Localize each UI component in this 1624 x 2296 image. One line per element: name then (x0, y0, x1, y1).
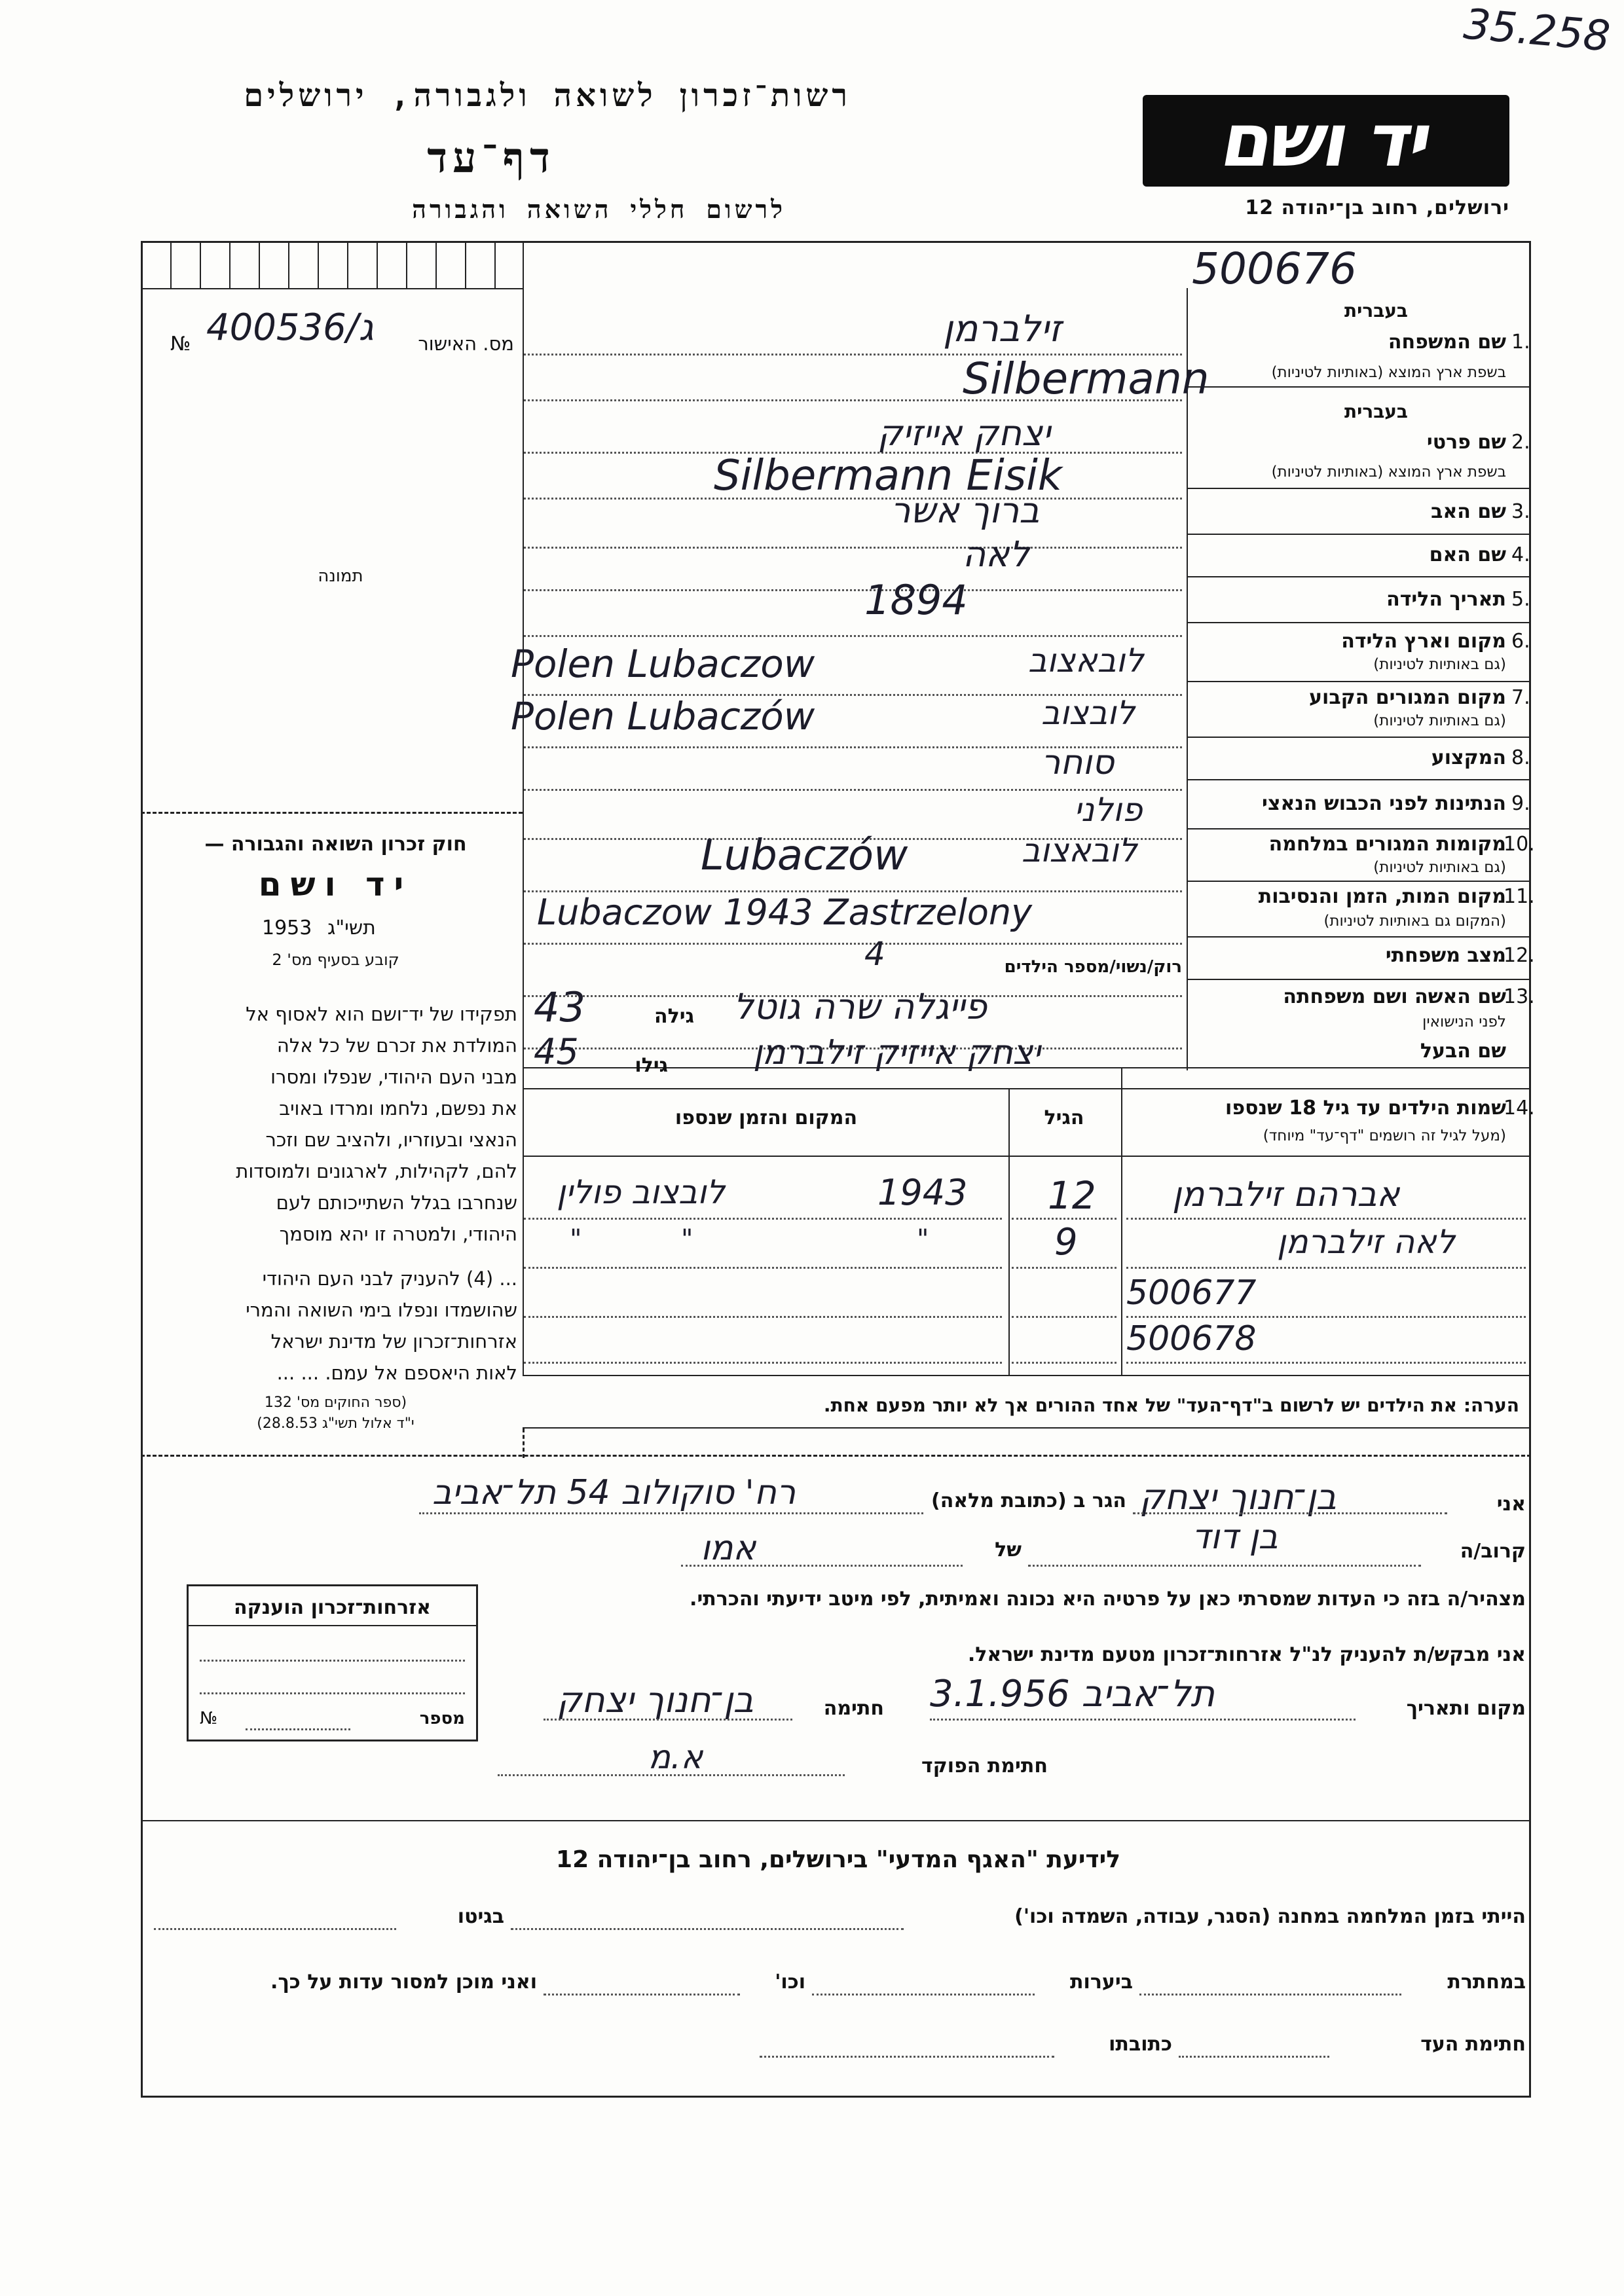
label-mother-name: שם האם (1429, 543, 1506, 566)
label-circumstances: הנתינות לפני הכבוש הנאצי (1262, 792, 1506, 815)
child-1-year: 1943 (877, 1172, 968, 1213)
bottom-hiding-label: במחתרת (1447, 1971, 1526, 1994)
form-title: דף־עד (427, 134, 555, 183)
law-body-line-6: להם, לקהילות, לארגונים ולמוסדות (236, 1160, 517, 1182)
bottom-ready-label: ואני מוכן למסור עדות על כך. (270, 1971, 537, 1994)
law-year: 1953 (262, 917, 312, 939)
child-1-place: לובצוב פולין (557, 1173, 726, 1211)
num-11: 11. (1504, 885, 1535, 908)
witness-name: בן־חנוך יצחק (1139, 1476, 1337, 1518)
law-body-line-11: אזרחות־זכרון של מדינת ישראל (270, 1330, 517, 1353)
label-marital-options: רוק/נשוי/מספר הילדים (1004, 957, 1182, 977)
label-wartime-residence-latin: (גם באותיות לטיניות) (1373, 859, 1506, 876)
father-name: ברוך אשר (891, 490, 1040, 531)
birthplace-latin: Polen Lubaczow (511, 642, 815, 686)
label-spouse: שם האשה ושם משפחתה (1283, 985, 1506, 1008)
law-body-line-3: מבני העם היהודי, שנפלו ומסרו (270, 1066, 517, 1088)
org-address: ירושלים, רחוב בן־יהודה 12 (1245, 196, 1509, 219)
request-line: אני מבקש/ת להעניק לנ"ל אזרחות־זכרון מטעם מדינת ישראל. (967, 1643, 1526, 1666)
family-name-latin: Silbermann (963, 354, 1209, 404)
law-book-date: י"ד אלול תשי"ג 28.8.53) (257, 1415, 415, 1432)
org-title: רשות־זכרון לשואה ולגבורה, ירושלים (244, 77, 851, 114)
certificate-number-label: מספר (419, 1709, 465, 1728)
occupation: סוחר (1041, 743, 1115, 782)
wife-age: 43 (534, 983, 585, 1031)
label-official-signature: חתימת הפוקד (921, 1755, 1048, 1777)
label-residence: מקום המגורים הקבוע (1309, 686, 1506, 709)
witness-address: רח' סוקולוב 54 תל־אביב (432, 1473, 796, 1512)
label-family-name-latin: בשפת ארץ המוצא (באותיות לטיניות) (1271, 364, 1506, 381)
num-9: 9. (1511, 792, 1530, 815)
photo-label: תמונה (318, 566, 363, 586)
label-children-sub: (מעל לגיל זה רושמים "דף־עד" מיוחד) (1263, 1127, 1506, 1144)
num-6: 6. (1511, 630, 1530, 653)
law-body-line-9: ... (4) להעניק לבני העם היהודי (262, 1267, 517, 1290)
law-yad-vashem: יד ושם (258, 866, 413, 903)
declaration-line: מצהיר/ה בזה כי העדות שמסרתי כאן על פרטיה היא נכונה ואמיתית, לפי מיטב ידיעתי והכרתי. (690, 1588, 1526, 1611)
label-in-hebrew: בעברית (1344, 300, 1408, 321)
bottom-heading: לידיעת "האגף המדעי" בירושלים, רחוב בן־יהודה 12 (556, 1846, 1120, 1873)
archive-ref-number: 35.258 (1462, 0, 1612, 62)
label-father-name: שם האב (1431, 500, 1506, 523)
num-5: 5. (1511, 588, 1530, 611)
children-col-age: הגיל (1044, 1106, 1084, 1129)
witness-signature: בן־חנוך יצחק (557, 1679, 754, 1721)
child-2-place: " (681, 1224, 693, 1254)
residence-hebrew: לובצוב (1041, 694, 1135, 732)
label-death-place: מקום המות, הזמן והנסיבות (1258, 885, 1506, 908)
child-record-id-2: 500678 (1126, 1319, 1257, 1358)
num-1: 1. (1511, 331, 1530, 354)
sign-place-date: תל־אביב 3.1.956 (930, 1673, 1215, 1715)
num-2: 2. (1511, 431, 1530, 454)
children-col-place: המקום והזמן שנספו (674, 1106, 858, 1129)
bottom-line-1-label: הייתי בזמן המלחמה במחנה (הסגר, עבודה, השמדה וכו') (1014, 1905, 1526, 1928)
label-family-name: שם המשפחה (1388, 331, 1506, 354)
bottom-address-label: כתובתו (1109, 2033, 1172, 2056)
label-husband-age: גילו (635, 1054, 668, 1077)
wartime-residence-hebrew: לובאצוב (1022, 831, 1137, 869)
child-record-id-1: 500677 (1126, 1273, 1257, 1313)
form-subtitle: לרשום חללי השואה והגבורה (412, 195, 786, 224)
certificate-title: אזרחות־זכרון הוענקה (233, 1596, 432, 1619)
law-section: קובע בסעיף מס' 2 (272, 951, 399, 969)
bottom-forests-label: ביערות (1070, 1971, 1133, 1994)
witness-relation: בן דוד (1192, 1518, 1278, 1557)
num-7: 7. (1511, 686, 1530, 709)
label-first-name-latin: בשפת ארץ המוצא (באותיות לטיניות) (1271, 464, 1506, 481)
residence-latin: Polen Lubaczów (511, 694, 815, 738)
label-husband: שם הבעל (1420, 1040, 1506, 1063)
label-death-place-latin: (המקום גם באותיות לטיניות) (1323, 913, 1506, 930)
label-in-hebrew-2: בעברית (1344, 401, 1408, 422)
num-10: 10. (1504, 833, 1535, 856)
law-book-ref: (ספר החוקים מס' 132 (264, 1394, 407, 1411)
label-children: שמות הילדים עד גיל 18 שנספו (1225, 1097, 1506, 1120)
record-id: 500676 (1192, 244, 1357, 294)
bottom-witness-sig-label: חתימת העד (1420, 2033, 1526, 2056)
child-2-name: לאה זילברמן (1277, 1223, 1456, 1261)
label-spouse-sub: לפני הנישואין (1422, 1013, 1506, 1030)
first-name-latin: Silbermann Eisik (714, 452, 1062, 500)
birthplace-hebrew: לובאצוב (1028, 642, 1144, 680)
circumstances: פולני (1074, 791, 1143, 829)
wife-name: פייגלה שרה גוטל (733, 986, 987, 1027)
wartime-residence-latin: Lubaczów (701, 831, 908, 880)
children-count: 4 (864, 935, 885, 973)
certificate-number-symbol: № (200, 1709, 218, 1728)
witness-relation-of: אמו (701, 1529, 756, 1568)
law-body-line-12: לאות היאספם אל עמם. ... ... (276, 1362, 517, 1384)
first-name-hebrew: יצחק אייזיק (877, 412, 1051, 454)
birth-date: 1894 (864, 576, 968, 624)
num-14: 14. (1504, 1097, 1535, 1120)
num-12: 12. (1504, 944, 1535, 967)
label-birth-date: תאריך הלידה (1386, 588, 1506, 611)
yad-vashem-logo (1143, 95, 1509, 187)
label-residing-at: הגר ב (כתובת מלאה) (931, 1489, 1126, 1512)
label-relative: קרוב/ה (1460, 1540, 1526, 1563)
mother-name: לאה (963, 534, 1030, 575)
law-body-line-10: שהושמדו ונפלו בימי השואה והמרי (246, 1299, 517, 1321)
law-body-line-8: היהודי, ולמטרה זו יהא מוסמך (279, 1223, 517, 1245)
child-2-year: " (917, 1224, 929, 1254)
law-body-line-2: המולדת את זכרם של כל אלה (276, 1034, 517, 1057)
label-of: של (995, 1539, 1022, 1561)
child-1-age: 12 (1048, 1173, 1096, 1218)
num-3: 3. (1511, 500, 1530, 523)
label-first-name: שם פרטי (1426, 431, 1506, 454)
num-4: 4. (1511, 543, 1530, 566)
label-residence-latin: (גם באותיות לטיניות) (1373, 712, 1506, 729)
law-body-line-5: הנאצי ובעוזריו, ולהציב שם וזכר (265, 1129, 517, 1151)
child-1-name: אברהם זילברמן (1172, 1175, 1400, 1214)
label-i: אני (1496, 1493, 1526, 1516)
death-place: Lubaczow 1943 Zastrzelony (537, 892, 1033, 933)
law-body-line-1: תפקידו של יד־ושם הוא לאסוף אל (246, 1003, 517, 1025)
children-note: הערה: את הילדים יש לרשום ב"דף־העד" של אחד ההורים אך לא יותר מפעם אחת. (823, 1394, 1519, 1416)
law-year-hebrew: תשי"ג (327, 917, 376, 939)
label-birthplace-latin: (גם באותיות לטיניות) (1373, 656, 1506, 673)
label-occupation: המקצוע (1431, 746, 1506, 769)
label-wartime-residence: מקומות המגורים במלחמה (1268, 833, 1506, 856)
num-8: 8. (1511, 746, 1530, 769)
registration-number-symbol: № (170, 333, 191, 355)
official-signature: א.מ (648, 1738, 703, 1776)
bottom-line-1-ghetto: בגיטו (457, 1905, 504, 1928)
label-birthplace: מקום וארץ הלידה (1341, 630, 1506, 653)
num-13: 13. (1504, 985, 1535, 1008)
label-signature: חתימה (823, 1697, 884, 1720)
logo-text: יד ושם (1215, 98, 1437, 183)
registration-number-value: 400536/ג (206, 306, 374, 349)
label-wife-age: גילה (654, 1005, 694, 1028)
family-name-hebrew: זילברמן (943, 308, 1062, 350)
bottom-etc-label: וכו' (775, 1971, 805, 1994)
label-marital-status: מצב משפחתי (1385, 944, 1506, 967)
label-place-date: מקום ותאריך (1406, 1697, 1526, 1720)
husband-age: 45 (534, 1031, 579, 1072)
law-body-line-7: שנחרבו בגלל השתייכותם לעם (276, 1192, 517, 1214)
child-2-place-extra: " (570, 1224, 582, 1254)
child-2-age: 9 (1054, 1221, 1078, 1264)
husband-name: יצחק אייזיק זילברמן (753, 1033, 1041, 1072)
registration-number-label: מס. האישור (418, 333, 514, 355)
law-heading: חוק זכרון השואה והגבורה — (204, 833, 467, 856)
law-body-line-4: את נפשם, נלחמו ומרדו באויב (279, 1097, 517, 1120)
